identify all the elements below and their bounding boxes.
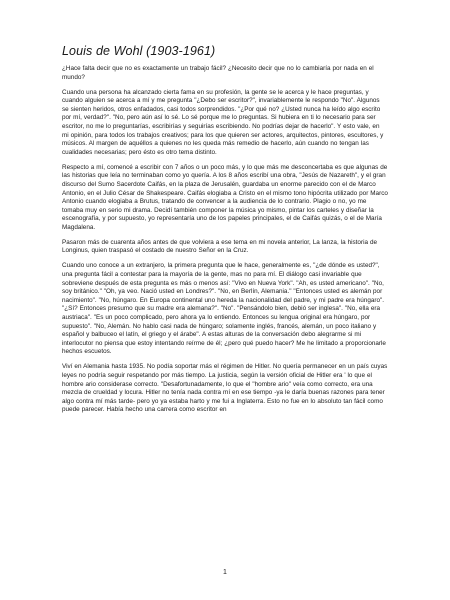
- paragraph-3: Respecto a mí, comencé a escribir con 7 años o un poco más, y lo que más me desconcertaba es que algunas de las historias que leía no terminaban como yo quería. A los 8 años escribí una obra, "Jesús de Nazareth", y el gran discurso del Sumo Sacerdote Caifás, en la plaza de Jerusalén, guardaba un enorme parecido con el de Marco Antonio, en el Julio César de Shakespeare. Caifás elogiaba a Cristo en el mismo tono hipócrita utilizado por Marco Antonio cuando elogiaba a Brutus, tratando de convencer a la audiencia de lo contrario. Plagio o no, yo me tomaba muy en serio mi drama. Decidí también componer la música yo mismo, pintar los carteles y diseñar la escenografía, y por supuesto, yo representaría uno de los papeles principales, el de Caifás quizás, o el de María Magdalena.: [62, 163, 388, 231]
- paragraph-1: ¿Hace falta decir que no es exactamente un trabajo fácil? ¿Necesito decir que no lo cambiaría por nada en el mundo?: [62, 65, 374, 81]
- page-number: 1: [223, 569, 227, 576]
- document-title: Louis de Wohl (1903-1961): [62, 44, 216, 58]
- paragraph-4: Pasaron más de cuarenta años antes de que volviera a ese tema en mi novela anterior, La lanza, la historia de Longinus, quien traspasó el costado de nuestro Señor en la Cruz.: [62, 238, 378, 255]
- paragraph-6: Viví en Alemania hasta 1935. No podía soportar más el régimen de Hitler. No quería permanecer en un país cuyas leyes no podría seguir respetando por más tiempo. La justicia, según la versión oficial de Hitler era ' lo que el hombre ario considerase correcto. "Desafortunadamente, lo que el "hombre ario" veía como correcto, era una mezcla de crueldad y locura. Hitler no tenía nada contra mí en ese tiempo -ya le daría buenas razones para tener algo contra mí más tarde- pero yo ya estaba harto y me fui a Inglaterra. Esto no fue en lo absoluto tan fácil como puede parecer. Había hecho una carrera como escritor en: [62, 363, 388, 414]
- paragraph-5: Cuando uno conoce a un extranjero, la primera pregunta que le hace, generalmente es, "¿de dónde es usted?", una pregunta fácil a contestar para la mayoría de la gente, mas no para mí. El diálogo casi invariable que sobreviene después de esta pregunta es más o menos así: "Vivo en Nueva York". "Ah, es usted americano". "No, soy británico." "Oh, ya veo. Nació usted en Londres?". "No, en Berlín, Alemania." "Entonces usted es alemán por nacimiento". "No, húngaro. En Europa continental uno hereda la nacionalidad del padre, y mi padre era húngaro". "¿Sí? Entonces presumo que su madre era alemana?". "No". "Pensándolo bien, debió ser inglesa". "No, ella era austriaca". "Es un poco complicado, pero ahora ya lo entiendo. Entonces su lengua original era húngaro, por supuesto". "No, Alemán. No hablo casi nada de húngaro; solamente inglés, francés, alemán, un poco italiano y español y balbuceo el latín, el griego y el árabe". A estas alturas de la conversación debo alegrarme si mi interlocutor no piensa que estoy intentando reírme de él; ¿pero qué puedo hacer? Me he limitado a proporcionarle hechos escuetos.: [62, 262, 386, 356]
- paragraph-2: Cuando una persona ha alcanzado cierta fama en su profesión, la gente se le acerca y le hace preguntas, y cuando alguien se acerca a mí y me pregunta "¿Debo ser escritor?", invariablemente le respondo "No". Algunos se sienten heridos, otros enfadados, casi todos sorprendidos. "¿Por qué no? ¿Usted nunca ha leído algo escrito por mí, verdad?". "No, pero aún así lo sé. Lo sé porque me lo preguntas. Si hubiera en ti lo necesario para ser escritor, no me lo preguntarías, escribirías y seguirías escribiendo. No podrías dejar de hacerlo". Y esto vale, en mi opinión, para todos los trabajos creativos; para los que quieren ser actores, arquitectos, pintores, escultores, y músicos. Al margen de aquéllos a quienes no les queda más remedio de hacerlo, aún cuando no tengan las cualidades necesarias; pero ésto es otro tema distinto.: [62, 88, 384, 156]
